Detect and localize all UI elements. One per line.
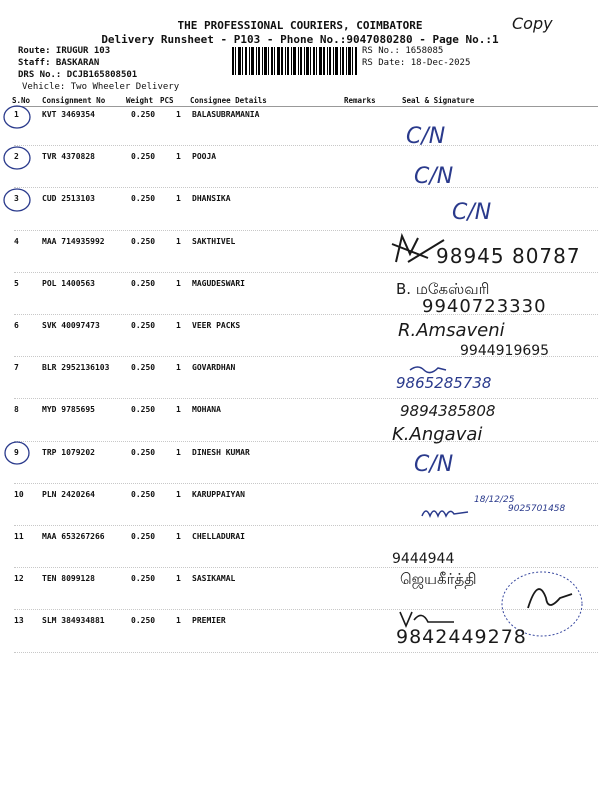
cell-consignment: PLN 2420264	[42, 490, 95, 499]
cell-weight: 0.250	[131, 110, 156, 119]
col-consignee: Consignee Details	[190, 96, 267, 105]
cell-weight: 0.250	[131, 574, 156, 583]
cell-consignment: TEN 8099128	[42, 574, 95, 583]
handwritten-phone-row-4: 98945 80787	[436, 244, 581, 268]
cell-consignment: SVK 40097473	[42, 321, 100, 330]
cell-pcs: 1	[176, 110, 181, 119]
cell-pcs: 1	[176, 363, 181, 372]
cell-weight: 0.250	[131, 405, 156, 414]
cell-consignment: MAA 714935992	[42, 237, 105, 246]
cell-consignee: PREMIER	[192, 616, 226, 625]
cell-sno: 5	[14, 279, 19, 288]
cell-weight: 0.250	[131, 490, 156, 499]
cell-pcs: 1	[176, 321, 181, 330]
col-weight: Weight	[126, 96, 154, 105]
cell-consignee: DHANSIKA	[192, 194, 231, 203]
cell-pcs: 1	[176, 616, 181, 625]
handwritten-name-row-5: B. மகேஸ்வரி	[396, 280, 490, 298]
handwritten-date-row-10: 18/12/25	[474, 495, 515, 505]
cell-pcs: 1	[176, 574, 181, 583]
corner-note: Copy	[512, 14, 553, 33]
rs-date: RS Date: 18-Dec-2025	[362, 58, 471, 68]
cell-sno: 9	[14, 448, 19, 457]
cell-pcs: 1	[176, 279, 181, 288]
handwritten-cn-row-9: C/N	[414, 452, 454, 477]
cell-weight: 0.250	[131, 237, 156, 246]
circle-mark-row-3	[4, 189, 30, 211]
company-title: THE PROFESSIONAL COURIERS, COIMBATORE	[177, 19, 423, 32]
cell-sno: 8	[14, 405, 19, 414]
cell-consignment: TRP 1079202	[42, 448, 95, 457]
cell-consignment: CUD 2513103	[42, 194, 95, 203]
circle-mark-row-1	[4, 106, 30, 128]
cell-consignee: CHELLADURAI	[192, 532, 245, 541]
cell-weight: 0.250	[131, 616, 156, 625]
cell-pcs: 1	[176, 532, 181, 541]
handwritten-cn-row-2: C/N	[414, 164, 454, 189]
cell-weight: 0.250	[131, 363, 156, 372]
handwritten-name-row-8: K.Angavai	[392, 424, 483, 445]
cell-pcs: 1	[176, 448, 181, 457]
handwritten-phone-row-10: 9025701458	[508, 504, 566, 514]
handwritten-name-row-11: ஜெயகீர்த்தி	[400, 570, 477, 588]
cell-consignee: GOVARDHAN	[192, 363, 236, 372]
cell-consignee: DINESH KUMAR	[192, 448, 250, 457]
cell-consignment: POL 1400563	[42, 279, 95, 288]
signature-row-10	[420, 500, 472, 522]
cell-weight: 0.250	[131, 532, 156, 541]
handwritten-cn-row-3: C/N	[452, 200, 492, 225]
cell-pcs: 1	[176, 490, 181, 499]
col-sno: S.No	[12, 96, 31, 105]
circle-mark-row-9	[5, 442, 29, 464]
cell-consignment: SLM 384934881	[42, 616, 105, 625]
handwritten-phone-row-13: 9842449278	[396, 626, 527, 648]
cell-sno: 13	[14, 616, 24, 625]
cell-weight: 0.250	[131, 321, 156, 330]
cell-sno: 4	[14, 237, 19, 246]
cell-sno: 12	[14, 574, 24, 583]
cell-consignee: BALASUBRAMANIA	[192, 110, 260, 119]
handwritten-phone-row-8: 9894385808	[400, 402, 496, 420]
cell-weight: 0.250	[131, 152, 156, 161]
cell-consignee: POOJA	[192, 152, 217, 161]
handwritten-phone-row-5: 9940723330	[422, 296, 547, 317]
cell-consignee: MAGUDESWARI	[192, 279, 245, 288]
cell-sno: 11	[14, 532, 24, 541]
cell-pcs: 1	[176, 152, 181, 161]
cell-consignment: TVR 4370828	[42, 152, 95, 161]
cell-consignee: KARUPPAIYAN	[192, 490, 245, 499]
cell-sno: 1	[14, 110, 19, 119]
drs-number: DRS No.: DCJB165808501	[18, 70, 138, 80]
handwritten-phone-row-7: 9865285738	[396, 374, 492, 392]
cell-sno: 7	[14, 363, 19, 372]
cell-consignment: KVT 3469354	[42, 110, 95, 119]
cell-consignee: SASIKAMAL	[192, 574, 236, 583]
cell-sno: 10	[14, 490, 24, 499]
col-consignment: Consignment No	[42, 96, 106, 105]
circle-mark-row-2	[4, 147, 30, 169]
handwritten-phone-row-6: 9944919695	[460, 343, 550, 359]
cell-consignment: MYD 9785695	[42, 405, 95, 414]
vehicle-label: Vehicle: Two Wheeler Delivery	[22, 82, 180, 92]
cell-sno: 6	[14, 321, 19, 330]
cell-sno: 3	[14, 194, 19, 203]
cell-weight: 0.250	[131, 279, 156, 288]
cell-consignee: SAKTHIVEL	[192, 237, 236, 246]
cell-pcs: 1	[176, 194, 181, 203]
col-pcs: PCS	[160, 96, 174, 105]
col-remarks: Remarks	[344, 96, 376, 105]
handwritten-phone-row-11: 9444944	[392, 551, 455, 567]
cell-consignment: MAA 653267266	[42, 532, 105, 541]
cell-weight: 0.250	[131, 194, 156, 203]
col-seal-signature: Seal & Signature	[402, 96, 475, 105]
cell-consignee: MOHANA	[192, 405, 221, 414]
cell-weight: 0.250	[131, 448, 156, 457]
route-label: Route: IRUGUR 103	[18, 46, 111, 56]
staff-label: Staff: BASKARAN	[18, 58, 100, 68]
runsheet-subtitle: Delivery Runsheet - P103 - Phone No.:9047080280 - Page No.:1	[101, 33, 499, 46]
cell-consignment: BLR 2952136103	[42, 363, 110, 372]
handwritten-cn-row-1: C/N	[406, 124, 446, 149]
cell-sno: 2	[14, 152, 19, 161]
cell-consignee: VEER PACKS	[192, 321, 241, 330]
rs-number: RS No.: 1658085	[362, 46, 444, 56]
cell-pcs: 1	[176, 237, 181, 246]
handwritten-name-row-6: R.Amsaveni	[398, 320, 505, 341]
cell-pcs: 1	[176, 405, 181, 414]
